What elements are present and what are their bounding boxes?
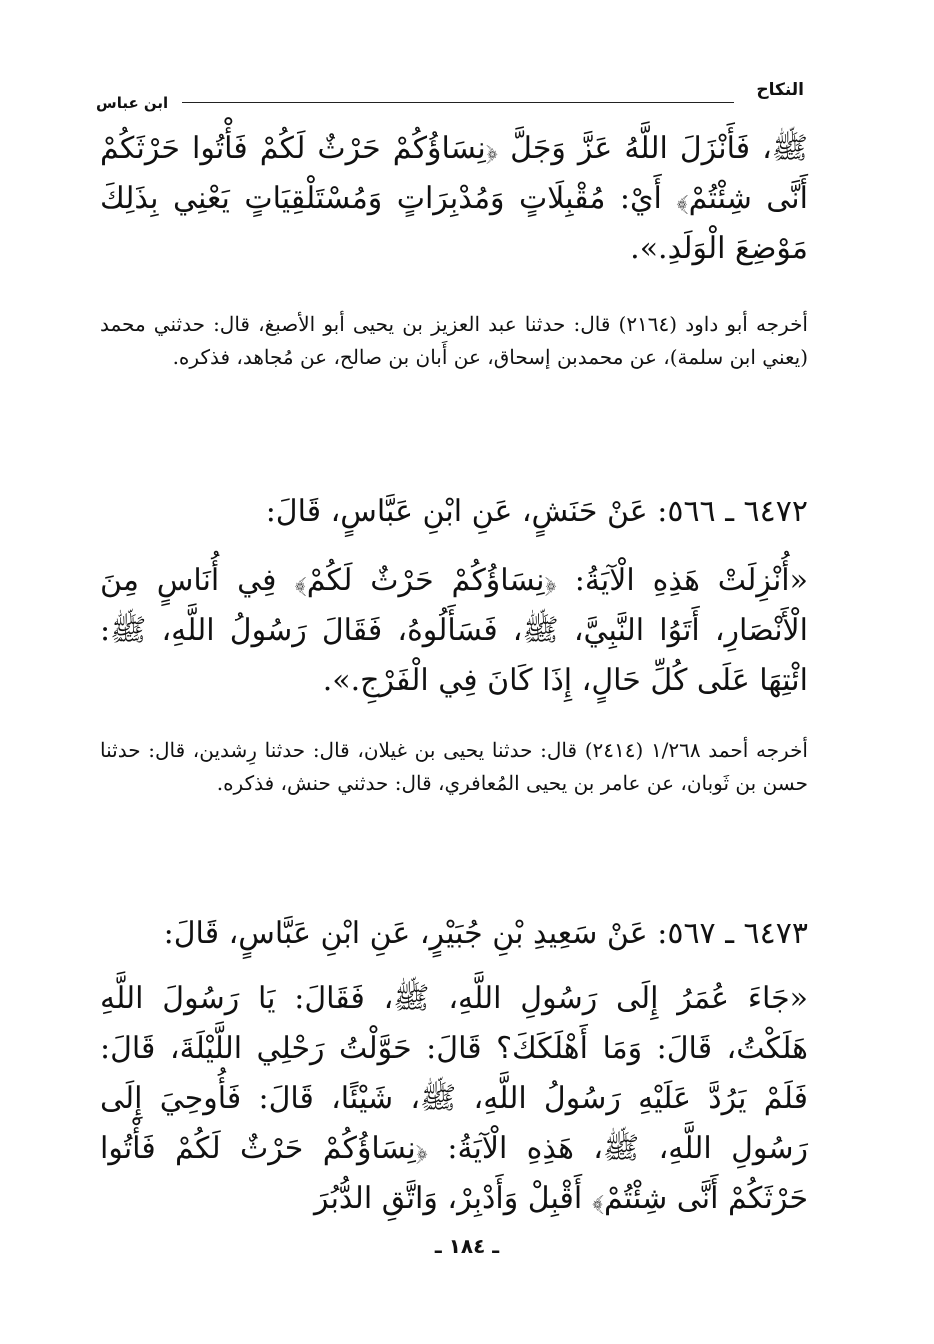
hadith-text: «جَاءَ عُمَرُ إِلَى رَسُولِ اللَّهِ، ﷺ، فَقَالَ: يَا رَسُولَ اللَّهِ هَلَكْتُ، قَالَ: وَمَا أَهْلَكَكَ؟ قَالَ: حَوَّلْتُ رَحْلِي اللَّيْلَةَ، قَالَ: فَلَمْ يَرُدَّ عَلَيْهِ رَسُولُ اللَّهِ، ﷺ، شَيْئًا، قَالَ: فَأُوحِيَ إِلَى رَسُولِ اللَّهِ، ﷺ، هَذِهِ الْآيَةُ: ﴿نِسَاؤُكُمْ حَرْثٌ لَكُمْ فَأْتُوا حَرْثَكُمْ أَنَّى شِئْتُمْ﴾ أَقْبِلْ وَأَدْبِرْ، وَاتَّقِ الدُّبُرَ	[100, 981, 808, 1216]
header-rule	[182, 102, 734, 103]
hadith-heading: ٦٤٧٣ ـ ٥٦٧: عَنْ سَعِيدِ بْنِ جُبَيْرٍ، عَنِ ابْنِ عَبَّاسٍ، قَالَ:	[163, 916, 808, 951]
hadith-text: «أُنْزِلَتْ هَذِهِ الْآيَةُ: ﴿نِسَاؤُكُمْ حَرْثٌ لَكُمْ﴾ فِي أُنَاسٍ مِنَ الْأَنْصَارِ، أَتَوُا النَّبِيَّ، ﷺ، فَسَأَلُوهُ، فَقَالَ رَسُولُ اللَّهِ، ﷺ: ائْتِهَا عَلَى كُلِّ حَالٍ، إِذَا كَانَ فِي الْفَرْجِ.».	[100, 563, 808, 698]
takhrij-note: أخرجه أبو داود (٢١٦٤) قال: حدثنا عبد العزيز بن يحيى أبو الأصبغ، قال: حدثني محمد (يعني ابن سلمة)، عن محمدبن إسحاق، عن أَبان بن صالح، عن مُجاهد، فذكره.	[100, 312, 808, 369]
page-number: ـ ١٨٤ ـ	[434, 1234, 500, 1258]
hadith-text-continued: ﷺ، فَأَنْزَلَ اللَّهُ عَزَّ وَجَلَّ ﴿نِسَاؤُكُمْ حَرْثٌ لَكُمْ فَأْتُوا حَرْثَكُمْ أَنَّى شِئْتُمْ﴾ أَيْ: مُقْبِلَاتٍ وَمُدْبِرَاتٍ وَمُسْتَلْقِيَاتٍ يَعْنِي بِذَلِكَ مَوْضِعَ الْوَلَدِ.».	[100, 131, 808, 266]
takhrij-note: أخرجه أحمد ١/٢٦٨ (٢٤١٤) قال: حدثنا يحيى بن غيلان، قال: حدثنا رِشدين، قال: حدثنا حسن بن ثَوبان، عن عامر بن يحيى المُعافري، قال: حدثني حنش، فذكره.	[100, 738, 808, 795]
running-header	[96, 80, 804, 120]
narrator-title: ابن عباس	[96, 94, 169, 112]
chapter-title: النكاح	[756, 80, 804, 100]
hadith-heading: ٦٤٧٢ ـ ٥٦٦: عَنْ حَنَشٍ، عَنِ ابْنِ عَبَّاسٍ، قَالَ:	[265, 494, 808, 529]
